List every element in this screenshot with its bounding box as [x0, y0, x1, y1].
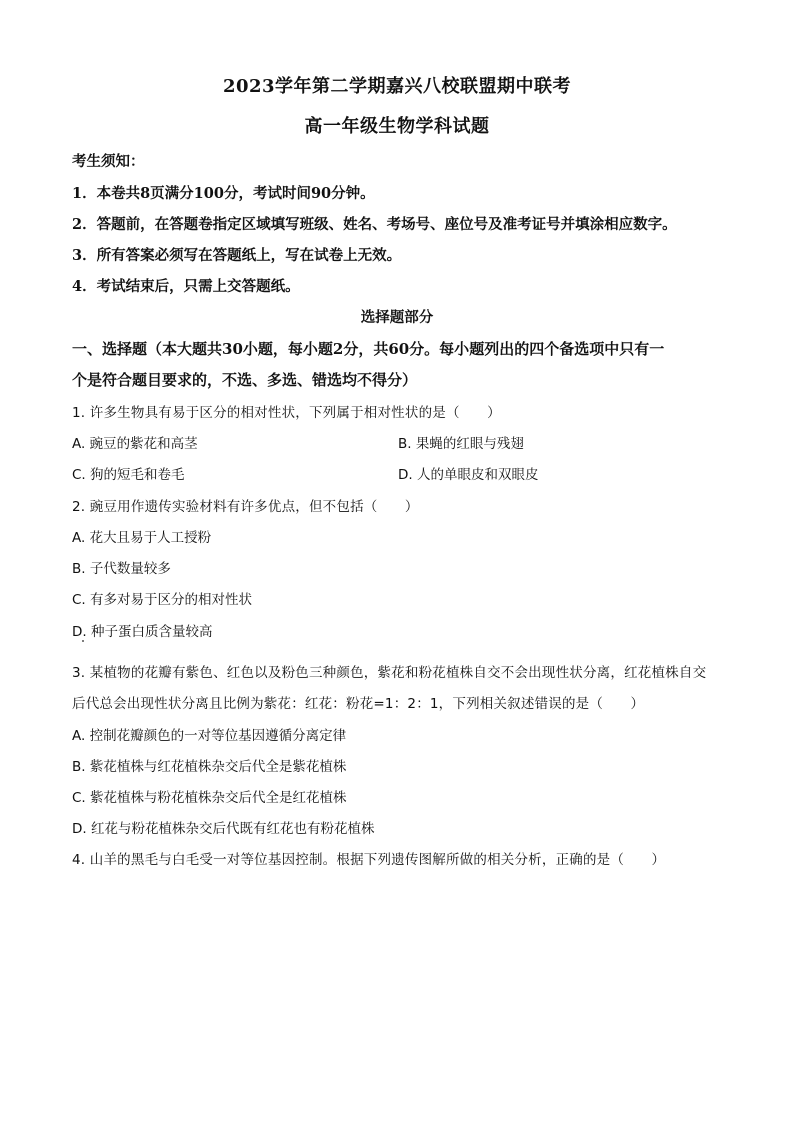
section-title: 选择题部分	[360, 309, 434, 326]
question-1-option-d: D. 人的单眼皮和双眼皮	[398, 467, 539, 483]
question-2-option-d: D. 种子蛋白质含量较高	[72, 624, 213, 640]
question-1-stem: 1. 许多生物具有易于区分的相对性状，下列属于相对性状的是（ ）	[72, 405, 501, 421]
question-2-stem: 2. 豌豆用作遗传实验材料有许多优点，但不包括（ ）	[72, 499, 419, 515]
question-4-stem: 4. 山羊的黑毛与白毛受一对等位基因控制。根据下列遗传图解所做的相关分析，正确的是（ ）	[72, 852, 666, 868]
question-3-option-b: B. 紫花植株与红花植株杂交后代全是紫花植株	[72, 759, 347, 775]
stray-dot	[82, 640, 84, 642]
question-3-option-c: C. 紫花植株与粉花植株杂交后代全是红花植株	[72, 790, 347, 806]
notice-item-4: 4．考试结束后，只需上交答题纸。	[72, 278, 300, 295]
notice-item-2: 2．答题前，在答题卷指定区域填写班级、姓名、考场号、座位号及准考证号并填涂相应数字。	[72, 216, 677, 233]
section-intro-line1: 一、选择题（本大题共30小题，每小题2分，共60分。每小题列出的四个备选项中只有一	[72, 340, 665, 358]
notice-heading: 考生须知：	[72, 153, 145, 170]
question-3-stem-line1: 3. 某植物的花瓣有紫色、红色以及粉色三种颜色，紫花和粉花植株自交不会出现性状分离，红花植株自交	[72, 665, 707, 681]
question-3-option-a: A. 控制花瓣颜色的一对等位基因遵循分离定律	[72, 728, 347, 744]
question-1-option-c: C. 狗的短毛和卷毛	[72, 467, 185, 483]
question-2-option-a: A. 花大且易于人工授粉	[72, 530, 212, 546]
question-2-option-c: C. 有多对易于区分的相对性状	[72, 592, 253, 608]
question-2-option-b: B. 子代数量较多	[72, 561, 171, 577]
notice-item-1: 1．本卷共8页满分100分，考试时间90分钟。	[72, 185, 375, 202]
exam-title: 2023学年第二学期嘉兴八校联盟期中联考	[222, 76, 572, 97]
question-1-option-b: B. 果蝇的红眼与残翅	[398, 436, 524, 452]
question-3-option-d: D. 红花与粉花植株杂交后代既有红花也有粉花植株	[72, 821, 375, 837]
question-1-option-a: A. 豌豆的紫花和高茎	[72, 436, 198, 452]
question-3-stem-line2: 后代总会出现性状分离且比例为紫花：红花：粉花=1：2：1，下列相关叙述错误的是（ ）	[72, 696, 645, 712]
notice-item-3: 3．所有答案必须写在答题纸上，写在试卷上无效。	[72, 247, 402, 264]
section-intro-line2: 个是符合题目要求的，不选、多选、错选均不得分）	[72, 371, 418, 389]
exam-subtitle: 高一年级生物学科试题	[304, 116, 490, 137]
